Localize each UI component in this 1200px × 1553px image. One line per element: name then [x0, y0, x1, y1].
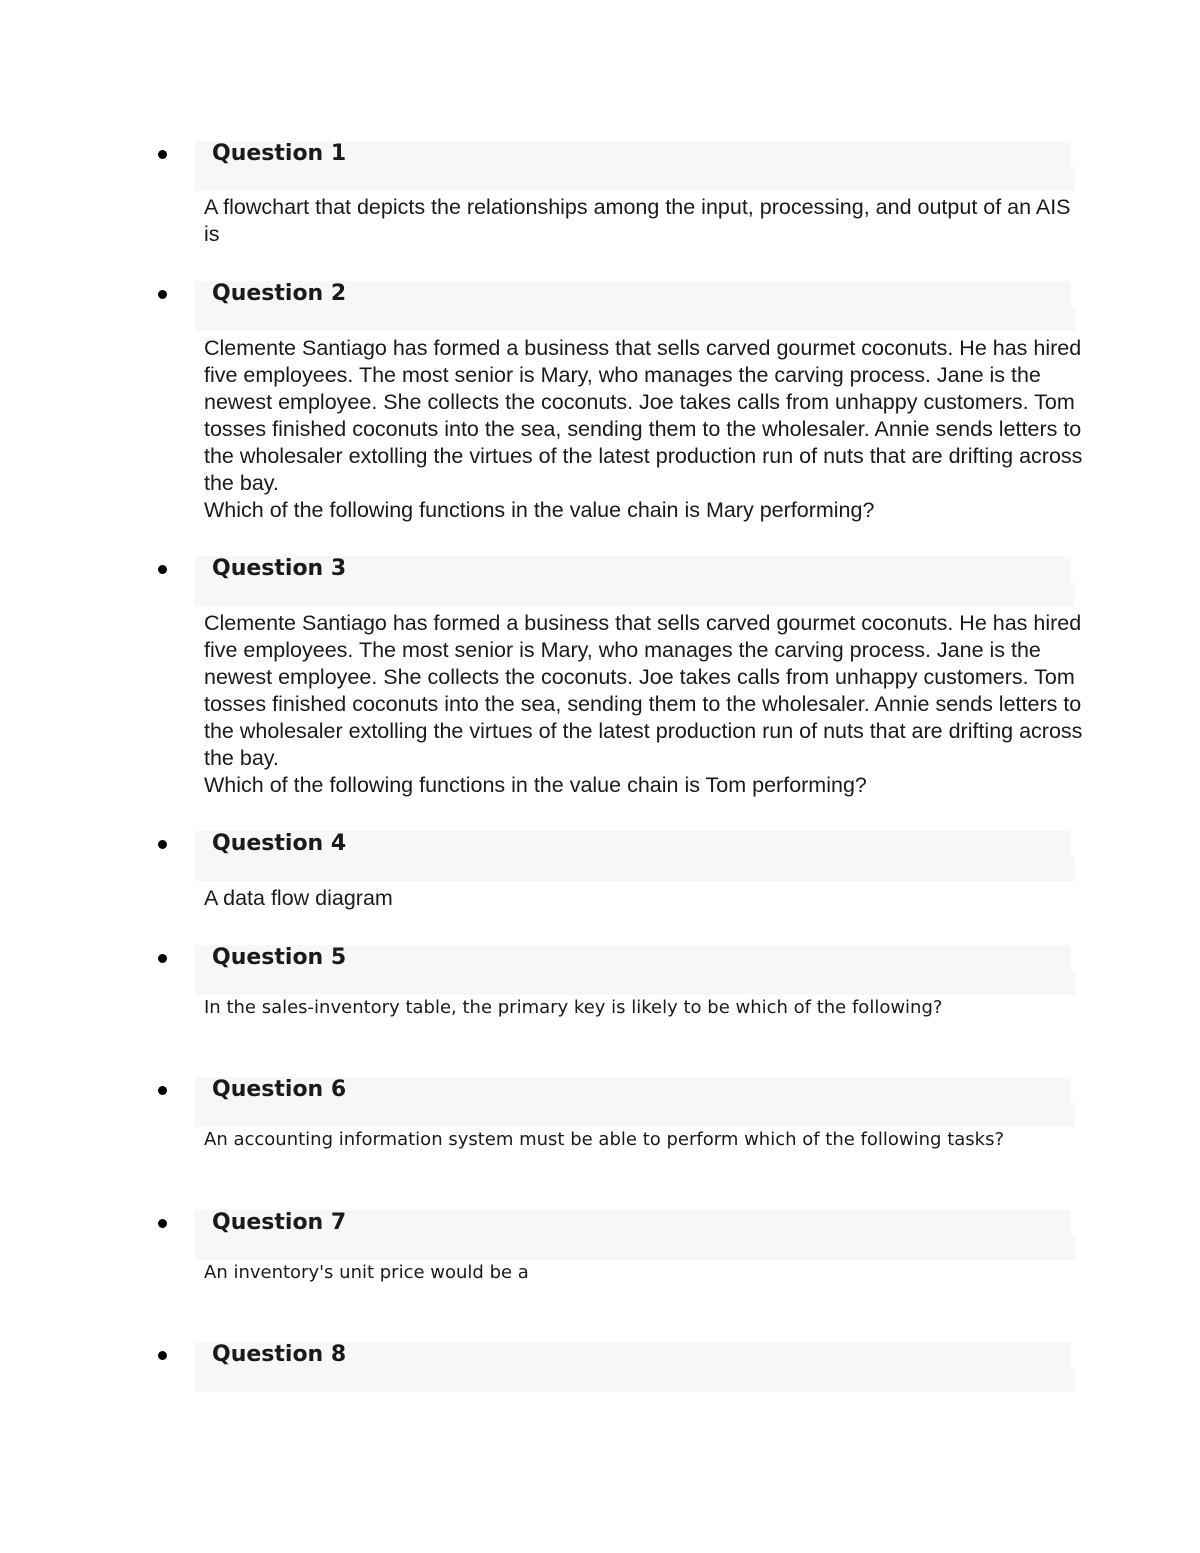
question-title: Question 3: [212, 556, 347, 581]
question-title: Question 8: [212, 1342, 347, 1367]
question-paragraph: In the sales-inventory table, the primary key is likely to be which of the following?: [204, 997, 943, 1018]
question-header: [195, 831, 1075, 881]
question-title: Question 5: [212, 945, 347, 970]
question-paragraph: An accounting information system must be able to perform which of the following tasks?: [204, 1129, 1005, 1150]
question-title: Question 2: [212, 281, 347, 306]
question-text: [204, 996, 1084, 1020]
question-paragraph: An inventory's unit price would be a: [204, 1262, 529, 1283]
question-paragraph: A data flow diagram: [204, 886, 393, 910]
question-text: [204, 885, 1084, 912]
question-title: Question 7: [212, 1210, 347, 1235]
question-paragraph: Clemente Santiago has formed a business that sells carved gourmet coconuts. He has hired five employees. The most senior is Mary, who manages the carving process. Jane is the newest employee. She collects the coconuts. Joe takes calls from unhappy customers. Tom tosses finished coconuts into the sea, sending them to the wholesaler. Annie sends letters to the wholesaler extolling the virtues of the latest production run of nuts that are drifting across the bay.: [204, 611, 1083, 770]
bullet-icon: [158, 840, 167, 849]
question-title: Question 4: [212, 831, 347, 856]
question-header: [195, 281, 1075, 331]
question-header: [195, 556, 1075, 606]
bullet-icon: [158, 954, 167, 963]
question-title: Question 1: [212, 141, 347, 166]
question-header: [195, 141, 1075, 191]
question-paragraph: A flowchart that depicts the relationships among the input, processing, and output of an AIS is: [204, 195, 1071, 246]
question-prompt: Which of the following functions in the value chain is Tom performing?: [204, 773, 867, 797]
question-paragraph: Clemente Santiago has formed a business that sells carved gourmet coconuts. He has hired five employees. The most senior is Mary, who manages the carving process. Jane is the newest employee. She collects the coconuts. Joe takes calls from unhappy customers. Tom tosses finished coconuts into the sea, sending them to the wholesaler. Annie sends letters to the wholesaler extolling the virtues of the latest production run of nuts that are drifting across the bay.: [204, 336, 1083, 495]
question-text: [204, 610, 1084, 799]
bullet-icon: [158, 1086, 167, 1095]
question-text: [204, 1128, 1084, 1152]
question-text: [204, 194, 1084, 248]
bullet-icon: [158, 1219, 167, 1228]
bullet-icon: [158, 290, 167, 299]
bullet-icon: [158, 150, 167, 159]
bullet-icon: [158, 1351, 167, 1360]
question-prompt: Which of the following functions in the value chain is Mary performing?: [204, 498, 875, 522]
question-text: [204, 1261, 1084, 1285]
question-header: [195, 945, 1075, 995]
question-header: [195, 1342, 1075, 1392]
question-text: [204, 335, 1084, 524]
bullet-icon: [158, 565, 167, 574]
question-header: [195, 1077, 1075, 1127]
question-header: [195, 1210, 1075, 1260]
question-title: Question 6: [212, 1077, 347, 1102]
